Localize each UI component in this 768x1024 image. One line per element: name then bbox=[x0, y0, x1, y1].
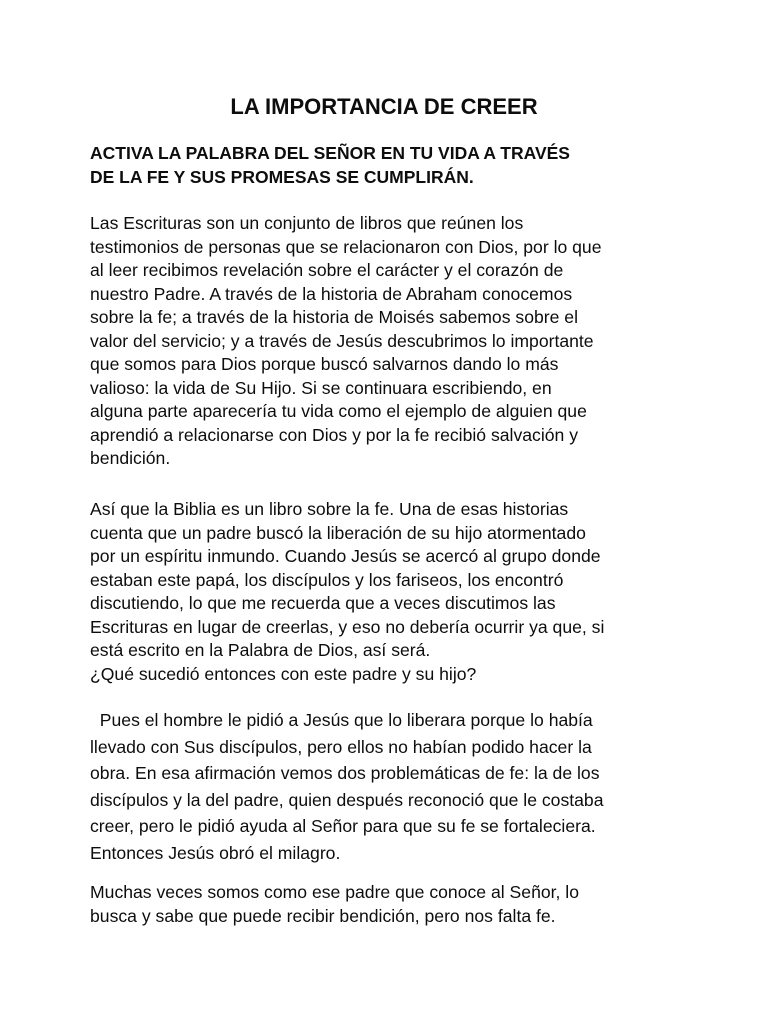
paragraph-2 bbox=[90, 498, 702, 686]
text-line: discípulos y la del padre, quien después reconoció que le costaba bbox=[90, 789, 604, 810]
text-line: cuenta que un padre buscó la liberación de su hijo atormentado bbox=[90, 522, 586, 543]
paragraph-3 bbox=[90, 707, 702, 866]
subtitle-line: DE LA FE Y SUS PROMESAS SE CUMPLIRÁN. bbox=[90, 167, 474, 187]
text-line: nuestro Padre. A través de la historia de Abraham conocemos bbox=[90, 283, 573, 304]
paragraph-1 bbox=[90, 212, 702, 471]
text-line: al leer recibimos revelación sobre el carácter y el corazón de bbox=[90, 260, 564, 280]
text-line: Así que la Biblia es un libro sobre la fe. Una de esas historias bbox=[90, 499, 569, 519]
text-line: creer, pero le pidió ayuda al Señor para que su fe se fortaleciera. bbox=[90, 816, 596, 836]
question-line: ¿Qué sucedió entonces con este padre y su hijo? bbox=[90, 663, 477, 684]
text-line: sobre la fe; a través de la historia de Moisés sabemos sobre el bbox=[90, 307, 578, 327]
text-line: estaban este papá, los discípulos y los fariseos, los encontró bbox=[90, 569, 564, 590]
document-title: LA IMPORTANCIA DE CREER bbox=[230, 94, 538, 119]
text-line: por un espíritu inmundo. Cuando Jesús se acercó al grupo donde bbox=[90, 546, 601, 566]
text-line: bendición. bbox=[90, 448, 171, 468]
text-line: obra. En esa afirmación vemos dos problemáticas de fe: la de los bbox=[90, 763, 600, 783]
text-line: busca y sabe que puede recibir bendición, pero nos falta fe. bbox=[90, 905, 556, 926]
text-line: Pues el hombre le pidió a Jesús que lo liberara porque lo había bbox=[90, 710, 593, 730]
text-line: que somos para Dios porque buscó salvarnos dando lo más bbox=[90, 354, 559, 374]
paragraph-4 bbox=[90, 881, 702, 928]
text-line: alguna parte aparecería tu vida como el ejemplo de alguien que bbox=[90, 401, 587, 421]
subtitle-line: ACTIVA LA PALABRA DEL SEÑOR EN TU VIDA A TRAVÉS bbox=[90, 143, 570, 163]
text-line: Muchas veces somos como ese padre que conoce al Señor, lo bbox=[90, 882, 579, 902]
text-line: aprendió a relacionarse con Dios y por la fe recibió salvación y bbox=[90, 424, 578, 445]
document-subtitle bbox=[90, 141, 690, 189]
text-line: está escrito en la Palabra de Dios, así será. bbox=[90, 640, 431, 660]
text-line: Las Escrituras son un conjunto de libros que reúnen los bbox=[90, 213, 524, 233]
text-line: llevado con Sus discípulos, pero ellos no habían podido hacer la bbox=[90, 736, 592, 757]
text-line: testimonios de personas que se relacionaron con Dios, por lo que bbox=[90, 236, 602, 257]
text-line: valor del servicio; y a través de Jesús descubrimos lo importante bbox=[90, 330, 594, 351]
text-line: discutiendo, lo que me recuerda que a veces discutimos las bbox=[90, 593, 556, 613]
text-line: Escrituras en lugar de creerlas, y eso no debería ocurrir ya que, si bbox=[90, 616, 605, 637]
text-line: valioso: la vida de Su Hijo. Si se continuara escribiendo, en bbox=[90, 377, 552, 398]
text-line: Entonces Jesús obró el milagro. bbox=[90, 842, 341, 863]
